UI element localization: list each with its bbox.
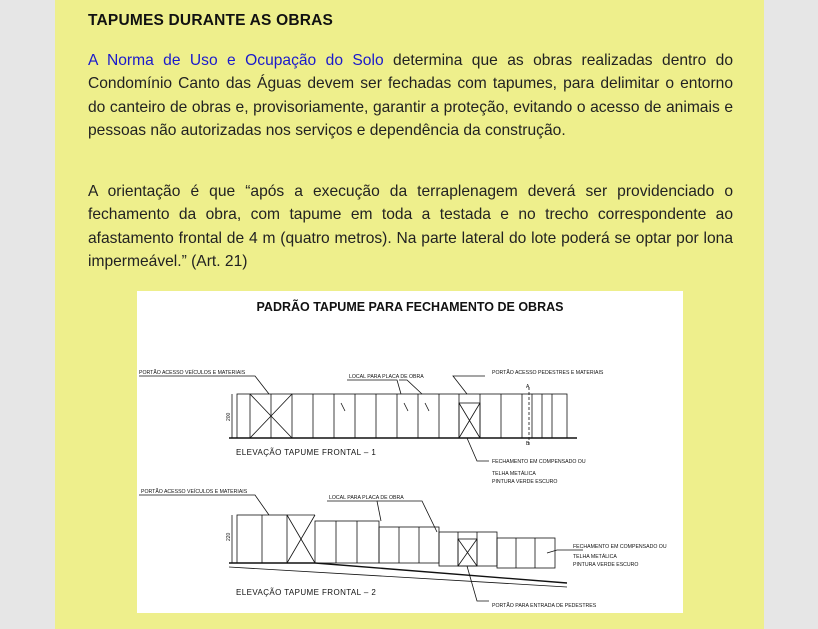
label-vehicle-gate-1: PORTÃO ACESSO VEÍCULOS E MATERIAIS	[139, 370, 246, 376]
label-closing-2c: PINTURA VERDE ESCURO	[573, 562, 639, 568]
page-title: TAPUMES DURANTE AS OBRAS	[88, 12, 334, 29]
tapume-figure	[137, 291, 683, 613]
tapume-drawing	[137, 291, 683, 613]
label-ped-gate-1: PORTÃO ACESSO PEDESTRES E MATERIAIS	[492, 370, 604, 376]
dim-elev-1: 200	[226, 412, 232, 421]
label-sign-2: LOCAL PARA PLACA DE OBRA	[329, 495, 404, 501]
label-closing-2a: FECHAMENTO EM COMPENSADO OU	[573, 544, 667, 550]
caption-elev-1: ELEVAÇÃO TAPUME FRONTAL – 1	[236, 448, 377, 457]
label-closing-1c: PINTURA VERDE ESCURO	[492, 479, 558, 485]
elevation-2-drawing	[139, 495, 583, 601]
label-closing-1a: FECHAMENTO EM COMPENSADO OU	[492, 459, 586, 465]
label-closing-2b: TELHA METÁLICA	[573, 554, 617, 560]
label-sign-1: LOCAL PARA PLACA DE OBRA	[349, 374, 424, 380]
norma-link[interactable]: A Norma de Uso e Ocupação do Solo	[88, 52, 384, 69]
label-closing-1b: TELHA METÁLICA	[492, 471, 536, 477]
label-vehicle-gate-2: PORTÃO ACESSO VEÍCULOS E MATERIAIS	[141, 489, 248, 495]
paragraph-intro	[88, 49, 733, 143]
paragraph-intro-text: determina que as obras realizadas dentro do Condomínio Canto das Águas devem ser fechadas com tapumes, para delimitar o entorno do canteiro de obras e, provisoriamente, garantir a proteção, evitando o acesso de animais e pessoas não autorizadas nos serviços e dependência da construção.	[88, 52, 733, 140]
caption-elev-2: ELEVAÇÃO TAPUME FRONTAL – 2	[236, 588, 377, 597]
figure-title: PADRÃO TAPUME PARA FECHAMENTO DE OBRAS	[256, 300, 564, 314]
paragraph-quote: A orientação é que “após a execução da terraplenagem deverá ser providenciado o fechamento da obra, com tapume em toda a testada e no trecho correspondente ao afastamento frontal de 4 m (quatro metros). Na parte lateral do lote poderá se optar por lona impermeável.” (Art. 21)	[88, 183, 733, 271]
section-mark-a: A	[526, 384, 530, 390]
label-ped-gate-2: PORTÃO PARA ENTRADA DE PEDESTRES	[492, 603, 597, 609]
section-mark-b: B	[526, 441, 530, 447]
dim-elev-2: 220	[226, 532, 232, 541]
